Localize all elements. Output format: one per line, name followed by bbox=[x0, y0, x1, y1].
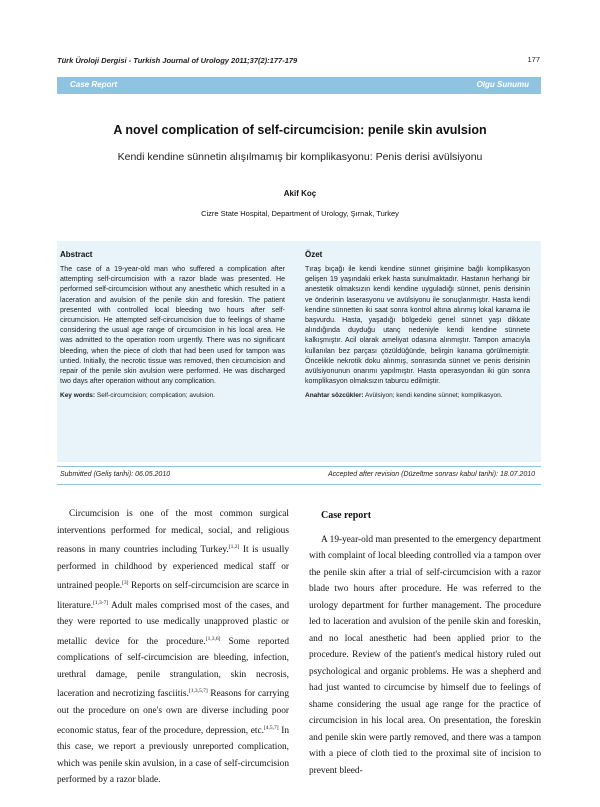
intro-text-1: Circumcision is one of the most common surgical interventions performed for medical, social, and religious reasons in many countries including Turkey. bbox=[57, 509, 289, 556]
article-title: A novel complication of self-circumcision: penile skin avulsion bbox=[113, 123, 487, 137]
citation: [1,2] bbox=[228, 544, 240, 550]
article-type-turkish: Olgu Sunumu bbox=[476, 80, 529, 89]
intro-text-3: Reports on self-circumcision are scarce in literature. bbox=[57, 581, 289, 611]
intro-text-6: Reasons for carrying out the procedure on one's own are diverse including poor economic status, fear of the procedure, depression, etc. bbox=[57, 689, 289, 736]
author-name: Akif Koç bbox=[283, 189, 317, 198]
intro-text-7: In this case, we report a previously unreported complication, which was penile skin avulsion, in a case of self-circumcision performed by a razor blade. bbox=[57, 725, 289, 786]
case-report-section bbox=[309, 508, 541, 779]
article-type-banner bbox=[57, 77, 541, 94]
citation: [1,3-7] bbox=[93, 599, 109, 606]
abstract-english bbox=[60, 250, 285, 400]
article-subtitle: Kendi kendine sünnetin alışılmamış bir komplikasyonu: Penis derisi avülsiyonu bbox=[117, 151, 483, 163]
abstract-turkish bbox=[305, 250, 530, 400]
citation: [4,5,7] bbox=[263, 724, 279, 731]
journal-citation: Türk Üroloji Dergisi - Turkish Journal of Urology 2011;37(2):177-179 bbox=[57, 56, 298, 65]
citation: [1,3,5,7] bbox=[188, 688, 208, 695]
abstract-text: The case of a 19-year-old man who suffered a complication after attempting self-circumcision with a razor blade was presented. He performed self-circumcision without any anesthetic which resulted in a laceration and avulsion of the penile skin and foreskin. The patient presented with controlled local bleeding two hours after self-circumcision. He attempted self-circumcision due to feelings of shame considering the usual age range of circumcision in his local area. He was admitted to the operation room urgently. There was no significant bleeding, when the piece of cloth that had been used for tampon was untied. Initially, the necrotic tissue was removed, then circumcision and repair of the penile skin avulsion were performed. He was discharged two days after operation without any complication. bbox=[60, 266, 285, 386]
intro-text-4: Adult males comprised most of the cases, and they were reported to use medically unapproved plastic or metallic device for the procedure. bbox=[57, 600, 289, 647]
anahtar-sozcukler-label: Anahtar sözcükler: bbox=[305, 392, 364, 400]
date-bar bbox=[57, 466, 541, 485]
author-affiliation: Cizre State Hospital, Department of Urology, Şırnak, Turkey bbox=[201, 209, 399, 218]
anahtar-sozcukler bbox=[305, 391, 530, 400]
ozet-text: Tıraş bıçağı ile kendi kendine sünnet girişimine bağlı komplikasyon gelişen 19 yaşındaki erkek hasta sunulmaktadır. Hastanın herhangi bir anestetik olmaksızın kendi kendine uyguladığı sünnet, penis derisinin ve önderinin laserasyonu ve avülsiyonu ile sonuçlanmıştır. Hasta kendi kendine sünnetten iki saat sonra kontrol altına alınmış lokal kanama ile başvurdu. Hasta, yaşadığı bölgedeki genel sünnet yaşı dikkate alındığında duyduğu utanç nedeniyle kendi kendine sünnete kalkışmıştır. Acil olarak ameliyat odasına alınmıştır. Tampon amacıyla kullanılan bez parçası çözüldüğünde, belirgin kanama görülmemiştir. Öncelikle nekrotik doku alınmış, sonrasında sünnet ve penis derisinin avülsiyonunun onarımı yapılmıştır. Hasta operasyondan iki gün sonra komplikasyon olmaksızın taburcu edilmiştir. bbox=[305, 266, 530, 386]
anahtar-sozcukler-text: Avülsiyon; kendi kendine sünnet; komplikasyon. bbox=[364, 392, 503, 400]
keywords-label: Key words: bbox=[60, 392, 96, 400]
intro-text-2: It is usually performed in childhood by experienced medical staff or untrained people. bbox=[57, 545, 289, 592]
submitted-date: Submitted (Geliş tarihi): 06.05.2010 bbox=[60, 471, 171, 478]
citation: [3] bbox=[122, 580, 129, 587]
accepted-date: Accepted after revision (Düzeltme sonrası kabul tarihi): 18.07.2010 bbox=[328, 471, 535, 478]
citation: [1,3,6] bbox=[205, 635, 221, 642]
page-number: 177 bbox=[527, 55, 540, 64]
ozet-heading: Özet bbox=[305, 250, 323, 259]
intro-text-5: Some reported complications of self-circumcision are bleeding, infection, urethral damage, penile strangulation, skin necrosis, laceration and necrotizing fasciitis. bbox=[57, 636, 289, 700]
keywords bbox=[60, 391, 285, 400]
case-report-heading: Case report bbox=[321, 510, 372, 521]
introduction-paragraph bbox=[57, 506, 289, 789]
case-report-text: A 19-year-old man presented to the emergency department with complaint of local bleeding controlled via a tampon over the penile skin after a trial of self-circumcision with a razor blade two hours after procedure. He was referred to the urology department for further management. The procedure led to laceration and avulsion of the penile skin and foreskin, and no local anesthetic had been applied prior to the procedure. Review of the patient's medical history ruled out psychological and organic problems. He was a shepherd and had just wanted to circumcise by himself due to feelings of shame considering the usual age range for the practice of circumcision in his local area. On presentation, the foreskin and penile skin were partly removed, and there was a tampon with a piece of cloth tied to the proximal site of incision to prevent bleed- bbox=[309, 534, 541, 776]
abstract-heading: Abstract bbox=[60, 250, 93, 259]
article-type-english: Case Report bbox=[70, 80, 118, 89]
keywords-text: Self-circumcision; complication; avulsion. bbox=[96, 392, 215, 400]
